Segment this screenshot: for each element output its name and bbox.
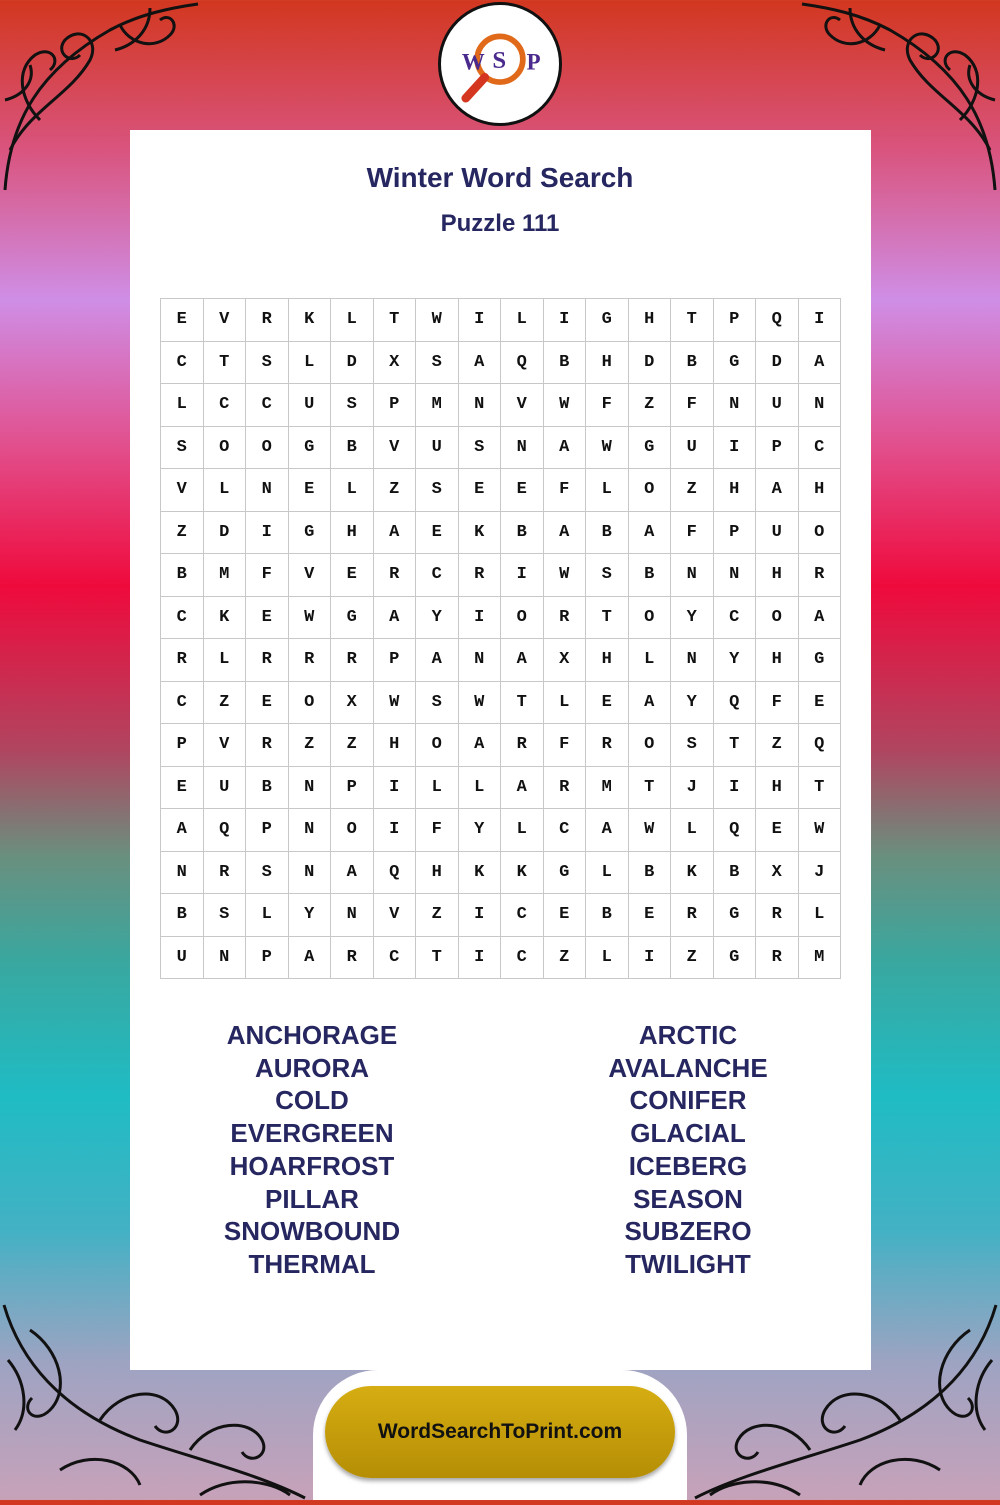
grid-cell[interactable]: A — [799, 597, 842, 640]
grid-cell[interactable]: A — [544, 427, 587, 470]
grid-cell[interactable]: B — [629, 554, 672, 597]
grid-cell[interactable]: L — [501, 809, 544, 852]
grid-cell[interactable]: L — [586, 469, 629, 512]
grid-cell[interactable]: D — [331, 342, 374, 385]
grid-cell[interactable]: I — [374, 809, 417, 852]
grid-cell[interactable]: T — [204, 342, 247, 385]
grid-cell[interactable]: Q — [714, 682, 757, 725]
grid-cell[interactable]: I — [714, 427, 757, 470]
grid-cell[interactable]: O — [756, 597, 799, 640]
grid-cell[interactable]: E — [161, 299, 204, 342]
grid-cell[interactable]: N — [161, 852, 204, 895]
grid-cell[interactable]: A — [586, 809, 629, 852]
grid-cell[interactable]: L — [544, 682, 587, 725]
grid-cell[interactable]: O — [331, 809, 374, 852]
word-list-item: SEASON — [633, 1183, 743, 1214]
grid-cell[interactable]: Z — [629, 384, 672, 427]
grid-cell[interactable]: O — [246, 427, 289, 470]
grid-cell[interactable]: D — [629, 342, 672, 385]
grid-cell[interactable]: G — [629, 427, 672, 470]
grid-cell[interactable]: W — [459, 682, 502, 725]
grid-cell[interactable]: C — [246, 384, 289, 427]
letter-grid[interactable] — [160, 298, 841, 979]
grid-cell[interactable]: B — [161, 554, 204, 597]
grid-cell[interactable]: E — [629, 894, 672, 937]
grid-cell[interactable]: R — [586, 724, 629, 767]
grid-cell[interactable]: E — [161, 767, 204, 810]
grid-cell[interactable]: N — [714, 384, 757, 427]
grid-cell[interactable]: C — [204, 384, 247, 427]
word-list-right — [538, 1019, 838, 1281]
grid-cell[interactable]: T — [799, 767, 842, 810]
puzzle-number: Puzzle 111 — [440, 210, 560, 237]
grid-cell[interactable]: I — [459, 597, 502, 640]
grid-cell[interactable]: K — [671, 852, 714, 895]
grid-cell[interactable]: U — [204, 767, 247, 810]
grid-cell[interactable]: N — [501, 427, 544, 470]
grid-cell[interactable]: Q — [501, 342, 544, 385]
grid-cell[interactable]: Y — [459, 809, 502, 852]
grid-cell[interactable]: A — [289, 937, 332, 980]
svg-text:S: S — [492, 46, 507, 74]
grid-cell[interactable]: H — [756, 767, 799, 810]
grid-cell[interactable]: I — [714, 767, 757, 810]
wsp-logo — [438, 2, 562, 126]
grid-cell[interactable]: B — [501, 512, 544, 555]
grid-cell[interactable]: E — [331, 554, 374, 597]
grid-cell[interactable]: A — [629, 682, 672, 725]
grid-cell[interactable]: L — [799, 894, 842, 937]
grid-cell[interactable]: F — [544, 469, 587, 512]
grid-cell[interactable]: S — [459, 427, 502, 470]
word-list-item: ICEBERG — [628, 1150, 748, 1181]
grid-cell[interactable]: L — [586, 852, 629, 895]
grid-cell[interactable]: L — [161, 384, 204, 427]
website-link-button[interactable]: WordSearchToPrint.com — [325, 1386, 675, 1478]
grid-cell[interactable]: J — [671, 767, 714, 810]
grid-cell[interactable]: R — [246, 639, 289, 682]
grid-cell[interactable]: Z — [374, 469, 417, 512]
grid-cell[interactable]: M — [204, 554, 247, 597]
grid-cell[interactable]: I — [629, 937, 672, 980]
grid-cell[interactable]: F — [544, 724, 587, 767]
grid-cell[interactable]: S — [671, 724, 714, 767]
grid-cell[interactable]: N — [204, 937, 247, 980]
grid-cell[interactable]: P — [374, 639, 417, 682]
grid-cell[interactable]: H — [374, 724, 417, 767]
grid-cell[interactable]: I — [501, 554, 544, 597]
word-list-item: SUBZERO — [624, 1216, 752, 1247]
grid-cell[interactable]: A — [544, 512, 587, 555]
grid-cell[interactable]: D — [756, 342, 799, 385]
grid-cell[interactable]: U — [161, 937, 204, 980]
grid-cell[interactable]: T — [374, 299, 417, 342]
grid-cell[interactable]: B — [586, 512, 629, 555]
grid-cell[interactable]: V — [374, 894, 417, 937]
grid-cell[interactable]: C — [161, 597, 204, 640]
grid-cell[interactable]: B — [714, 852, 757, 895]
grid-cell[interactable]: R — [246, 299, 289, 342]
grid-cell[interactable]: Z — [289, 724, 332, 767]
grid-cell[interactable]: L — [501, 299, 544, 342]
word-list-left — [162, 1019, 462, 1281]
grid-cell[interactable]: Z — [671, 469, 714, 512]
grid-cell[interactable]: H — [799, 469, 842, 512]
grid-cell[interactable]: W — [799, 809, 842, 852]
grid-cell[interactable]: F — [246, 554, 289, 597]
grid-cell[interactable]: H — [714, 469, 757, 512]
grid-cell[interactable]: F — [586, 384, 629, 427]
grid-cell[interactable]: Y — [416, 597, 459, 640]
grid-cell[interactable]: Y — [289, 894, 332, 937]
grid-cell[interactable]: O — [289, 682, 332, 725]
grid-cell[interactable]: S — [586, 554, 629, 597]
grid-cell[interactable]: T — [586, 597, 629, 640]
grid-cell[interactable]: A — [374, 512, 417, 555]
grid-cell[interactable]: B — [246, 767, 289, 810]
grid-cell[interactable]: N — [289, 852, 332, 895]
word-list-item: GLACIAL — [630, 1118, 746, 1149]
grid-cell[interactable]: I — [799, 299, 842, 342]
grid-cell[interactable]: Y — [671, 682, 714, 725]
grid-cell[interactable]: U — [289, 384, 332, 427]
grid-cell[interactable]: Z — [204, 682, 247, 725]
grid-cell[interactable]: L — [629, 639, 672, 682]
grid-cell[interactable]: E — [246, 597, 289, 640]
grid-cell[interactable]: T — [714, 724, 757, 767]
grid-cell[interactable]: I — [544, 299, 587, 342]
grid-cell[interactable]: R — [331, 639, 374, 682]
grid-cell[interactable]: G — [714, 937, 757, 980]
grid-cell[interactable]: L — [246, 894, 289, 937]
grid-cell[interactable]: N — [331, 894, 374, 937]
grid-cell[interactable]: E — [756, 809, 799, 852]
grid-cell[interactable]: N — [671, 639, 714, 682]
grid-cell[interactable]: R — [204, 852, 247, 895]
grid-cell[interactable]: Q — [756, 299, 799, 342]
grid-cell[interactable]: O — [629, 469, 672, 512]
grid-cell[interactable]: A — [459, 342, 502, 385]
grid-cell[interactable]: H — [331, 512, 374, 555]
grid-cell[interactable]: U — [756, 384, 799, 427]
grid-cell[interactable]: Z — [756, 724, 799, 767]
grid-cell[interactable]: R — [544, 767, 587, 810]
grid-cell[interactable]: U — [671, 427, 714, 470]
grid-cell[interactable]: R — [799, 554, 842, 597]
grid-cell[interactable]: W — [544, 554, 587, 597]
grid-cell[interactable]: N — [459, 384, 502, 427]
grid-cell[interactable]: R — [331, 937, 374, 980]
grid-cell[interactable]: Q — [204, 809, 247, 852]
grid-cell[interactable]: S — [416, 342, 459, 385]
grid-cell[interactable]: M — [799, 937, 842, 980]
grid-cell[interactable]: W — [629, 809, 672, 852]
grid-cell[interactable]: R — [671, 894, 714, 937]
grid-cell[interactable]: K — [501, 852, 544, 895]
word-list-item: HOARFROST — [229, 1150, 395, 1181]
grid-cell[interactable]: V — [501, 384, 544, 427]
grid-cell[interactable]: O — [799, 512, 842, 555]
grid-cell[interactable]: P — [331, 767, 374, 810]
grid-cell[interactable]: U — [416, 427, 459, 470]
word-list-item: EVERGREEN — [230, 1118, 394, 1149]
grid-cell[interactable]: T — [501, 682, 544, 725]
grid-cell[interactable]: R — [756, 894, 799, 937]
grid-cell[interactable]: C — [161, 342, 204, 385]
grid-cell[interactable]: R — [544, 597, 587, 640]
grid-cell[interactable]: K — [289, 299, 332, 342]
word-list-item: ARCTIC — [638, 1020, 738, 1050]
word-list-item: PILLAR — [265, 1183, 359, 1214]
word-list-item: TWILIGHT — [625, 1248, 751, 1279]
grid-cell[interactable]: S — [246, 852, 289, 895]
grid-cell[interactable]: Y — [714, 639, 757, 682]
grid-cell[interactable]: C — [501, 894, 544, 937]
grid-cell[interactable]: V — [204, 299, 247, 342]
grid-cell[interactable]: X — [374, 342, 417, 385]
grid-cell[interactable]: M — [586, 767, 629, 810]
grid-cell[interactable]: L — [289, 342, 332, 385]
grid-cell[interactable]: K — [204, 597, 247, 640]
grid-cell[interactable]: A — [501, 639, 544, 682]
grid-cell[interactable]: Z — [161, 512, 204, 555]
grid-cell[interactable]: O — [204, 427, 247, 470]
grid-cell[interactable]: B — [544, 342, 587, 385]
grid-cell[interactable]: Q — [799, 724, 842, 767]
grid-cell[interactable]: C — [161, 682, 204, 725]
grid-cell[interactable]: R — [246, 724, 289, 767]
grid-cell[interactable]: P — [374, 384, 417, 427]
grid-cell[interactable]: N — [671, 554, 714, 597]
grid-cell[interactable]: S — [331, 384, 374, 427]
grid-cell[interactable]: Z — [416, 894, 459, 937]
grid-cell[interactable]: R — [459, 554, 502, 597]
grid-cell[interactable]: O — [629, 597, 672, 640]
grid-cell[interactable]: A — [416, 639, 459, 682]
word-list-item: THERMAL — [248, 1248, 376, 1279]
grid-cell[interactable]: Z — [331, 724, 374, 767]
grid-cell[interactable]: C — [374, 937, 417, 980]
grid-cell[interactable]: H — [416, 852, 459, 895]
word-list-item: AURORA — [254, 1052, 370, 1083]
grid-cell[interactable]: L — [331, 299, 374, 342]
grid-cell[interactable]: R — [501, 724, 544, 767]
grid-cell[interactable]: H — [756, 554, 799, 597]
grid-cell[interactable]: W — [416, 299, 459, 342]
grid-cell[interactable]: N — [246, 469, 289, 512]
grid-cell[interactable]: T — [671, 299, 714, 342]
grid-cell[interactable]: B — [586, 894, 629, 937]
grid-cell[interactable]: C — [544, 809, 587, 852]
grid-cell[interactable]: A — [501, 767, 544, 810]
grid-cell[interactable]: K — [459, 512, 502, 555]
grid-cell[interactable]: I — [374, 767, 417, 810]
grid-cell[interactable]: A — [799, 342, 842, 385]
grid-cell[interactable]: R — [161, 639, 204, 682]
grid-cell[interactable]: B — [671, 342, 714, 385]
grid-cell[interactable]: G — [544, 852, 587, 895]
grid-cell[interactable]: I — [459, 894, 502, 937]
grid-cell[interactable]: L — [331, 469, 374, 512]
grid-cell[interactable]: H — [586, 639, 629, 682]
grid-cell[interactable]: X — [756, 852, 799, 895]
grid-cell[interactable]: P — [714, 299, 757, 342]
grid-cell[interactable]: P — [756, 427, 799, 470]
svg-text:P: P — [526, 49, 541, 75]
grid-cell[interactable]: N — [289, 809, 332, 852]
grid-cell[interactable]: I — [246, 512, 289, 555]
grid-cell[interactable]: A — [331, 852, 374, 895]
grid-cell[interactable]: L — [204, 469, 247, 512]
grid-cell[interactable]: C — [799, 427, 842, 470]
grid-cell[interactable]: G — [289, 512, 332, 555]
grid-cell[interactable]: G — [714, 894, 757, 937]
grid-cell[interactable]: N — [289, 767, 332, 810]
grid-cell[interactable]: Q — [714, 809, 757, 852]
word-list-item: ANCHORAGE — [226, 1020, 398, 1050]
grid-cell[interactable]: S — [416, 469, 459, 512]
grid-cell[interactable]: E — [799, 682, 842, 725]
grid-cell[interactable]: O — [629, 724, 672, 767]
grid-cell[interactable]: L — [204, 639, 247, 682]
grid-cell[interactable]: S — [416, 682, 459, 725]
grid-cell[interactable]: M — [416, 384, 459, 427]
grid-cell[interactable]: S — [204, 894, 247, 937]
grid-cell[interactable]: V — [289, 554, 332, 597]
grid-cell[interactable]: L — [459, 767, 502, 810]
grid-cell[interactable]: E — [544, 894, 587, 937]
grid-cell[interactable]: E — [289, 469, 332, 512]
grid-cell[interactable]: B — [331, 427, 374, 470]
grid-cell[interactable]: F — [671, 512, 714, 555]
grid-cell[interactable]: S — [246, 342, 289, 385]
grid-cell[interactable]: P — [714, 512, 757, 555]
grid-cell[interactable]: V — [204, 724, 247, 767]
grid-cell[interactable]: S — [161, 427, 204, 470]
grid-cell[interactable]: T — [629, 767, 672, 810]
page-title: Winter Word Search — [366, 162, 634, 193]
grid-cell[interactable]: N — [799, 384, 842, 427]
grid-cell[interactable]: A — [629, 512, 672, 555]
word-list-item: SNOWBOUND — [223, 1216, 401, 1247]
grid-cell[interactable]: F — [756, 682, 799, 725]
grid-cell[interactable]: Z — [671, 937, 714, 980]
grid-cell[interactable]: T — [416, 937, 459, 980]
svg-text:W: W — [461, 49, 485, 75]
word-list-item: COLD — [275, 1085, 349, 1116]
grid-cell[interactable]: P — [246, 809, 289, 852]
grid-cell[interactable]: R — [374, 554, 417, 597]
grid-cell[interactable]: J — [799, 852, 842, 895]
grid-cell[interactable]: D — [204, 512, 247, 555]
grid-cell[interactable]: A — [756, 469, 799, 512]
grid-cell[interactable]: R — [289, 639, 332, 682]
grid-cell[interactable]: C — [416, 554, 459, 597]
grid-cell[interactable]: G — [714, 342, 757, 385]
grid-cell[interactable]: L — [671, 809, 714, 852]
grid-cell[interactable]: H — [629, 299, 672, 342]
grid-cell[interactable]: O — [501, 597, 544, 640]
grid-cell[interactable]: O — [416, 724, 459, 767]
grid-cell[interactable]: L — [416, 767, 459, 810]
grid-cell[interactable]: E — [246, 682, 289, 725]
grid-cell[interactable]: C — [501, 937, 544, 980]
grid-cell[interactable]: G — [289, 427, 332, 470]
grid-cell[interactable]: W — [374, 682, 417, 725]
grid-cell[interactable]: Z — [544, 937, 587, 980]
grid-cell[interactable]: F — [671, 384, 714, 427]
grid-cell[interactable]: I — [459, 937, 502, 980]
word-list-item: AVALANCHE — [608, 1052, 768, 1083]
grid-cell[interactable]: E — [586, 682, 629, 725]
grid-cell[interactable]: R — [756, 937, 799, 980]
grid-cell[interactable]: W — [289, 597, 332, 640]
grid-cell[interactable]: X — [544, 639, 587, 682]
grid-cell[interactable]: W — [586, 427, 629, 470]
grid-cell[interactable]: C — [714, 597, 757, 640]
grid-cell[interactable]: I — [459, 299, 502, 342]
grid-cell[interactable]: Q — [374, 852, 417, 895]
grid-cell[interactable]: P — [246, 937, 289, 980]
word-list-item: CONIFER — [629, 1085, 747, 1116]
grid-cell[interactable]: W — [544, 384, 587, 427]
grid-cell[interactable]: H — [756, 639, 799, 682]
grid-cell[interactable]: B — [161, 894, 204, 937]
grid-cell[interactable]: Y — [671, 597, 714, 640]
grid-cell[interactable]: P — [161, 724, 204, 767]
grid-cell[interactable]: F — [416, 809, 459, 852]
grid-cell[interactable]: G — [331, 597, 374, 640]
grid-cell[interactable]: B — [629, 852, 672, 895]
grid-cell[interactable]: A — [161, 809, 204, 852]
grid-cell[interactable]: A — [374, 597, 417, 640]
grid-cell[interactable]: G — [586, 299, 629, 342]
grid-cell[interactable]: E — [416, 512, 459, 555]
grid-cell[interactable]: N — [714, 554, 757, 597]
grid-cell[interactable]: K — [459, 852, 502, 895]
grid-cell[interactable]: V — [161, 469, 204, 512]
grid-cell[interactable]: H — [586, 342, 629, 385]
grid-cell[interactable]: N — [459, 639, 502, 682]
grid-cell[interactable]: V — [374, 427, 417, 470]
grid-cell[interactable]: A — [459, 724, 502, 767]
grid-cell[interactable]: E — [459, 469, 502, 512]
grid-cell[interactable]: G — [799, 639, 842, 682]
grid-cell[interactable]: E — [501, 469, 544, 512]
grid-cell[interactable]: U — [756, 512, 799, 555]
grid-cell[interactable]: X — [331, 682, 374, 725]
grid-cell[interactable]: L — [586, 937, 629, 980]
